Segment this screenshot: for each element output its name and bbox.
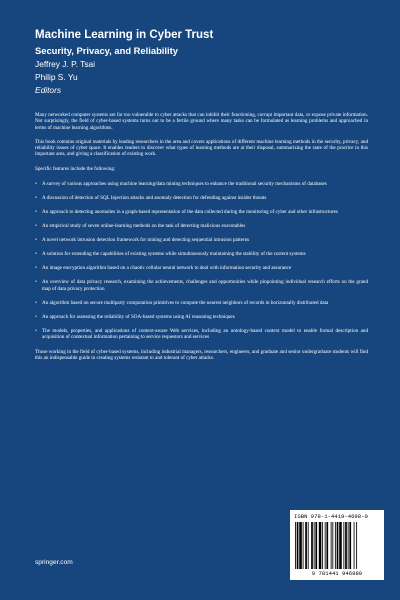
blurb-paragraph: Many networked computer systems are far too vulnerable to cyber attacks that can inhibit their functioning, corrupt important data, or expose private information. Not surprisingly, the field of cyber-based systems turns out to be a fertile ground where many tasks can be formulated as learning problems and approached in terms of machine learning algorithms. [35,112,368,131]
feature-text: An empirical study of seven online-learning methods on the task of detecting malicious executables [42,222,246,229]
feature-item [35,223,368,229]
isbn-barcode-block [290,510,384,580]
feature-item [35,181,368,187]
blurb-paragraph: This book contains original materials by leading researchers in the area and covers applications of different machine learning methods in the security, privacy, and reliability issues of cyber space. It enables readers to discover what types of learning methods are at their disposal, summarizing the state of the practice in this important area, and giving a classification of existing work. [35,138,368,158]
feature-text: An image encryption algorithm based on a chaotic cellular neural network to deal with information security and assurance [42,265,292,272]
bullet-icon: • [35,236,37,243]
feature-text: The models, properties, and applications of context-aware Web services, including an ontology-based context model to enable formal description and acquisition of contextual information pertaining to service requestors and services [42,327,368,341]
feature-text: A survey of various approaches using machine learning/data mining techniques to enhance the traditional security mechanisms of databases [42,180,327,187]
feature-item [35,209,368,215]
book-title: Machine Learning in Cyber Trust [35,29,214,41]
closing-paragraph: Those working in the field of cyber-based systems, including industrial managers, researchers, engineers, and graduate and senior undergraduate students will find this an indispensable guide in creating systems resistant to and tolerant of cyber attacks. [35,348,368,362]
author-name: Jeffrey J. P. Tsai [35,59,96,69]
bullet-icon: • [35,194,37,201]
feature-item [35,328,368,341]
feature-item [35,279,368,292]
feature-text: A solution for extending the capabilities of existing systems while simultaneously maintaining the stability of the current systems [42,251,306,258]
bullet-icon: • [35,222,37,229]
barcode-icon [294,522,380,569]
bullet-icon: • [35,208,37,215]
isbn-label: ISBN 978-1-4419-4698-0 [294,513,368,520]
feature-text: An algorithm based on secure multiparty computation primitives to compute the nearest neighbors of records in horizontally distributed data [42,299,329,306]
book-subtitle: Security, Privacy, and Reliability [35,45,178,56]
publisher-url: springer.com [35,559,73,566]
bullet-icon: • [35,251,37,258]
feature-text: A novel network intrusion detection framework for mining and detecting sequential intrusion patterns [42,236,250,243]
blurb-body [35,112,368,362]
bullet-icon: • [35,327,37,334]
bullet-icon: • [35,265,37,272]
bullet-icon: • [35,313,37,320]
feature-item [35,265,368,271]
feature-text: An overview of data privacy research, examining the achievements, challenges and opportunities while pinpointing individual research efforts on the grand map of data privacy protection [42,279,368,292]
feature-item [35,237,368,243]
author-role: Editors [35,85,62,95]
bullet-icon: • [35,299,37,306]
feature-item [35,195,368,201]
feature-text: An approach for assessing the reliability of SOA-based systems using AI reasoning techniques [42,313,235,320]
author-name: Philip S. Yu [35,72,78,82]
bullet-icon: • [35,279,37,286]
feature-text: A discussion of detection of SQL Injection attacks and anomaly detection for defending against insider threats [42,194,267,201]
barcode-digits: 9 781441 946980 [311,570,363,577]
features-intro: Specific features include the following: [35,165,116,172]
feature-text: An approach to detecting anomalies in a graph-based representation of the data collected during the monitoring of cyber and other infrastructures [42,208,338,215]
bullet-icon: • [35,180,37,187]
feature-item [35,300,368,306]
features-list [35,181,368,341]
feature-item [35,314,368,320]
feature-item [35,251,368,257]
